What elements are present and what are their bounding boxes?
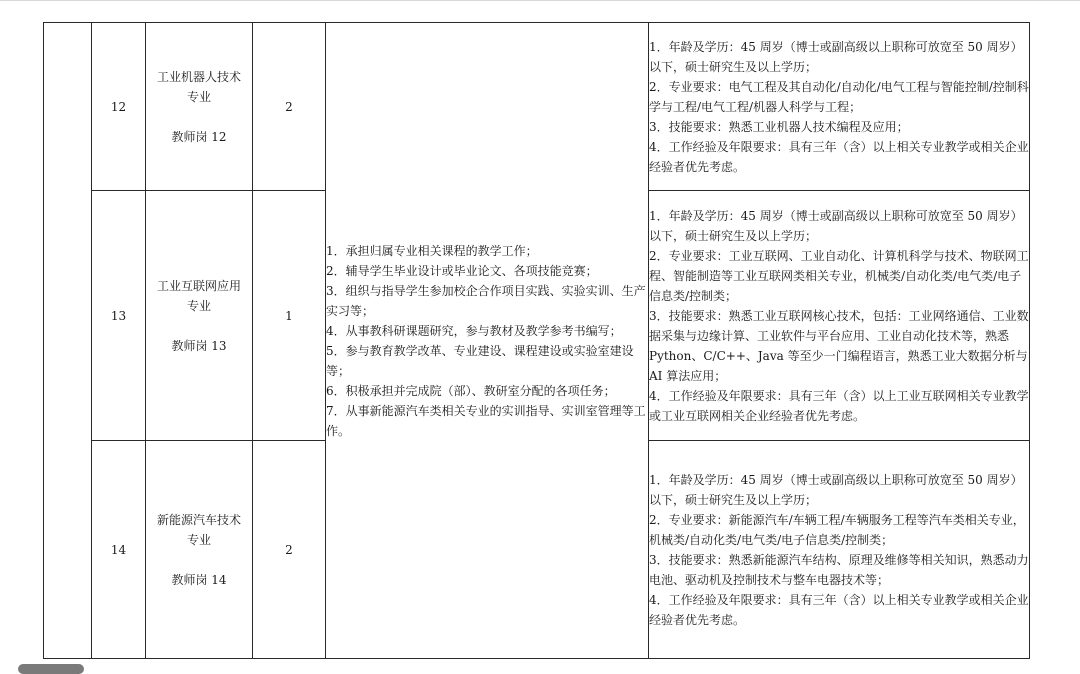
category-cell <box>44 23 92 659</box>
position-cell <box>146 191 253 441</box>
duty-item: 7．从事新能源汽车类相关专业的实训指导、实训室管理等工作。 <box>326 403 646 438</box>
duty-item: 1．承担归属专业相关课程的教学工作； <box>326 243 538 258</box>
position-cell <box>146 23 253 191</box>
recruitment-table <box>43 22 1030 659</box>
headcount: 2 <box>253 23 326 191</box>
requirement-item: 3．技能要求：熟悉新能源汽车结构、原理及维修等相关知识，熟悉动力电池、驱动机及控制技术与整车电器技术等； <box>649 552 1029 587</box>
position-name: 工业互联网应用专业 <box>157 278 242 313</box>
row-number: 14 <box>92 441 146 659</box>
requirement-item: 2．专业要求：工业互联网、工业自动化、计算机科学与技术、物联网工程、智能制造等工业互联网类相关专业，机械类/自动化类/电气类/电子信息类/控制类； <box>649 248 1029 303</box>
row-number: 13 <box>92 191 146 441</box>
requirement-item: 2．专业要求：新能源汽车/车辆工程/车辆服务工程等汽车类相关专业，机械类/自动化类/电气类/电子信息类/控制类； <box>649 512 1025 547</box>
position-name: 工业机器人技术专业 <box>157 69 242 104</box>
requirement-item: 3．技能要求：熟悉工业机器人技术编程及应用； <box>649 119 909 134</box>
requirements-cell <box>649 441 1030 659</box>
requirement-item: 2．专业要求：电气工程及其自动化/自动化/电气工程与智能控制/控制科学与工程/电气工程/机器人科学与工程； <box>649 79 1029 114</box>
position-name: 新能源汽车技术专业 <box>157 512 242 547</box>
duty-item: 6．积极承担并完成院（部）、教研室分配的各项任务； <box>326 383 616 398</box>
duty-item: 2．辅导学生毕业设计或毕业论文、各项技能竞赛； <box>326 263 598 278</box>
duty-item: 4．从事教科研课题研究，参与教材及教学参考书编写； <box>326 323 622 338</box>
requirements-cell <box>649 23 1030 191</box>
position-code: 教师岗 14 <box>171 572 227 587</box>
requirement-item: 1．年龄及学历：45 周岁（博士或副高级以上职称可放宽至 50 周岁）以下，硕士研究生及以上学历； <box>649 208 1023 243</box>
headcount: 2 <box>253 441 326 659</box>
requirement-item: 4．工作经验及年限要求：具有三年（含）以上相关专业教学或相关企业经验者优先考虑。 <box>649 139 1029 174</box>
duties-cell <box>326 23 649 659</box>
position-cell <box>146 441 253 659</box>
table-row <box>44 23 1030 191</box>
requirements-cell <box>649 191 1030 441</box>
row-number: 12 <box>92 23 146 191</box>
scroll-handle[interactable] <box>18 664 84 674</box>
requirement-item: 4．工作经验及年限要求：具有三年（含）以上相关专业教学或相关企业经验者优先考虑。 <box>649 592 1029 627</box>
headcount: 1 <box>253 191 326 441</box>
requirement-item: 1．年龄及学历：45 周岁（博士或副高级以上职称可放宽至 50 周岁）以下，硕士研究生及以上学历； <box>649 39 1023 74</box>
position-code: 教师岗 12 <box>171 129 227 144</box>
duty-item: 3．组织与指导学生参加校企合作项目实践、实验实训、生产实习等； <box>326 283 646 318</box>
page-top-edge <box>0 0 1080 1</box>
position-code: 教师岗 13 <box>171 338 227 353</box>
requirement-item: 4．工作经验及年限要求：具有三年（含）以上工业互联网相关专业教学或工业互联网相关企业经验者优先考虑。 <box>649 388 1029 423</box>
requirement-item: 3．技能要求：熟悉工业互联网核心技术，包括：工业网络通信、工业数据采集与边缘计算、工业软件与平台应用、工业自动化技术等，熟悉 Python、C/C++、Java 等至少一门编程语言，熟悉工业大数据分析与 AI 算法应用； <box>649 308 1029 383</box>
duty-item: 5．参与教育教学改革、专业建设、课程建设或实验室建设等； <box>326 343 634 378</box>
requirement-item: 1．年龄及学历：45 周岁（博士或副高级以上职称可放宽至 50 周岁）以下，硕士研究生及以上学历； <box>649 472 1023 507</box>
